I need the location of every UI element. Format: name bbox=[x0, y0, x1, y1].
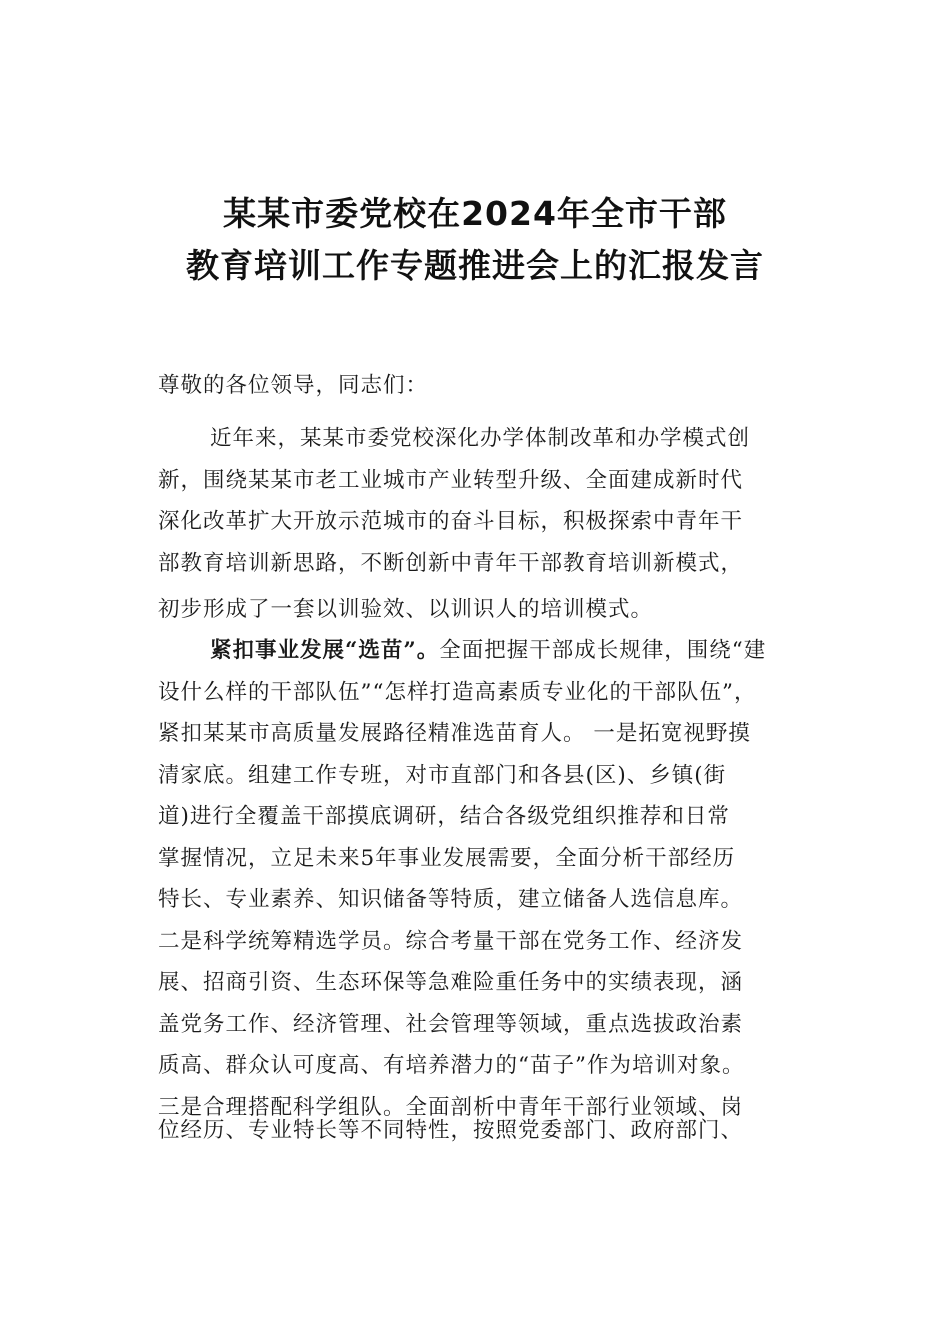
paragraph-2-line: 质高、群众认可度高、有培养潜力的“苗子”作为培训对象。 bbox=[158, 1053, 745, 1078]
paragraph-2-line: 特长、专业素养、知识储备等特质，建立储备人选信息库。 bbox=[158, 887, 744, 912]
paragraph-1-line: 近年来，某某市委党校深化办学体制改革和办学模式创 bbox=[210, 426, 751, 451]
paragraph-2-heading: 紧扣事业发展“选苗”。 bbox=[210, 638, 440, 663]
paragraph-1 bbox=[158, 418, 828, 584]
paragraph-2-line: 掌握情况，立足未来5年事业发展需要，全面分析干部经历 bbox=[158, 845, 736, 871]
greeting: 尊敬的各位领导，同志们： bbox=[158, 373, 429, 398]
paragraph-2-first-line bbox=[158, 630, 828, 672]
paragraph-2-line: 道)进行全覆盖干部摸底调研，结合各级党组织推荐和日常 bbox=[158, 804, 730, 829]
paragraph-1-line: 新，围绕某某市老工业城市产业转型升级、全面建成新时代 bbox=[158, 467, 744, 493]
paragraph-1-last-line: 初步形成了一套以训验效、以训识人的培训模式。 bbox=[158, 597, 654, 622]
paragraph-2-first-rest: 全面把握干部成长规律，围绕“建 bbox=[439, 638, 767, 663]
paragraph-2 bbox=[158, 630, 828, 1128]
paragraph-2-line: 三是合理搭配科学组队。全面剖析中青年干部行业领域、岗 bbox=[158, 1094, 744, 1120]
paragraph-2-line: 紧扣某某市高质量发展路径精准选苗育人。 一是拓宽视野摸 bbox=[158, 721, 751, 746]
document-title-line-1: 某某市委党校在2024年全市干部 bbox=[223, 194, 727, 233]
paragraph-2-line: 清家底。组建工作专班，对市直部门和各县(区)、乡镇(街 bbox=[158, 762, 727, 788]
paragraph-2-line: 盖党务工作、经济管理、社会管理等领域，重点选拔政治素 bbox=[158, 1011, 744, 1037]
paragraph-2-line: 展、招商引资、生态环保等急难险重任务中的实绩表现，涵 bbox=[158, 970, 744, 995]
paragraph-2-tail-line: 位经历、专业特长等不同特性，按照党委部门、政府部门、 bbox=[158, 1118, 744, 1143]
paragraph-2-line: 二是科学统筹精选学员。综合考量干部在党务工作、经济发 bbox=[158, 928, 744, 954]
document-title-line-2: 教育培训工作专题推进会上的汇报发言 bbox=[186, 246, 764, 285]
paragraph-1-line: 深化改革扩大开放示范城市的奋斗目标，积极探索中青年干 bbox=[158, 509, 744, 534]
paragraph-2-line: 设什么样的干部队伍”“怎样打造高素质专业化的干部队伍”， bbox=[158, 679, 757, 705]
paragraph-1-line: 部教育培训新思路，不断创新中青年干部教育培训新模式， bbox=[158, 550, 744, 576]
